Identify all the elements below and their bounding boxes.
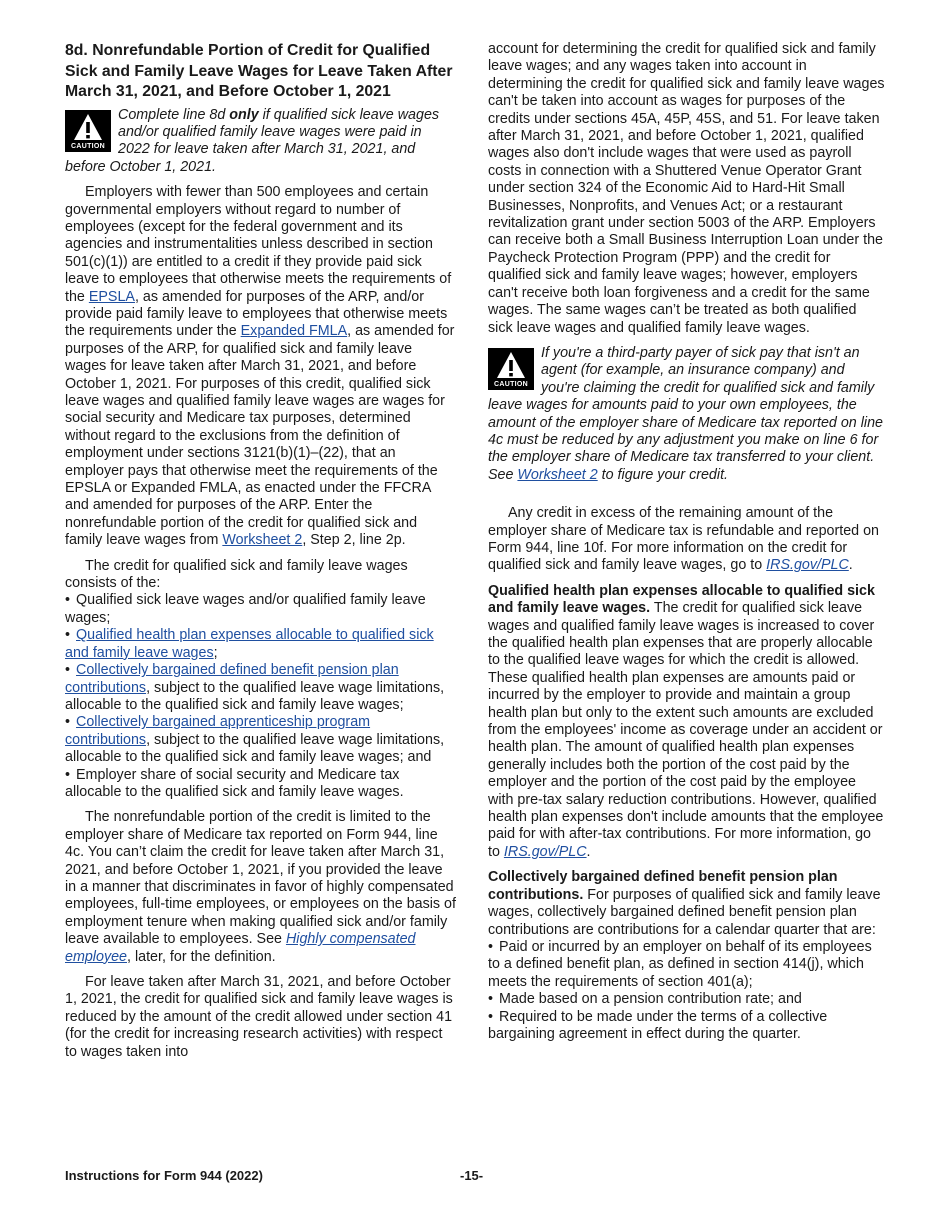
paragraph-refundable-credit: Any credit in excess of the remaining amount of the employer share of Medicare tax is refundable and reported on Form 944, line 10f. For more information on the credit for qualified sick and family leave wages, go to IRS.gov/PLC. [488,505,880,574]
caution-emphasis: only [229,106,259,123]
expanded-fmla-link[interactable]: Expanded FMLA [240,323,348,340]
caution-note-1 [65,107,457,177]
subheading-health-plan: Qualified health plan expenses allocable to qualified sick and family leave wages. [488,582,875,617]
list-item: • Paid or incurred by an employer on behalf of its employees to a defined benefit plan, as defined in section 414(j), which meets the requirements of section 401(a); [488,939,885,991]
caution-label: CAUTION [71,142,105,150]
subheading-pension: Collectively bargained defined benefit pension plan contributions. [488,869,838,903]
highly-compensated-employee-link[interactable]: Highly compensated employee [65,931,416,965]
worksheet-2-link[interactable]: Worksheet 2 [517,466,598,483]
apprenticeship-contributions-link[interactable]: Collectively bargained apprenticeship program contributions [65,714,371,748]
caution-label: CAUTION [494,380,528,388]
list-item: • Qualified sick leave wages and/or qualified family leave wages; [65,592,457,627]
caution-text: to figure your credit. [597,466,729,483]
caution-text: Complete line 8d [118,106,230,123]
caution-text: if qualified sick leave wages and/or qualified family leave wages were paid in 2022 for leave taken after March 31, 2021, and before October 1, 2021. [65,106,440,175]
list-item: • Required to be made under the terms of a collective bargaining agreement in effect during the quarter. [488,1009,885,1044]
paragraph-nonrefundable-limit: The nonrefundable portion of the credit is limited to the employer share of Medicare tax reported on Form 944, line 4c. You can’t claim the credit for leave taken after March 31, 2021, and before October 1, 2021, if you provided the leave in a manner that discriminates in favor of highly compensated employees, full-time employees, or employees on the basis of employment tenure when making qualified sick and/or family leave available to employees. See Highly compensated employee, later, for the definition. [65,809,456,965]
left-column [65,41,457,1069]
list-item: • Made based on a pension contribution rate; and [488,991,885,1008]
paragraph-health-plan-expenses: Qualified health plan expenses allocable to qualified sick and family leave wages. The credit for qualified sick leave wages and qualified family leave wages is increased to cover the qualified health plan expenses that are properly allocable to the qualified leave wages for which the credit is allowed. These qualified health plan expenses are amounts paid or incurred by the employer to provide and maintain a group health plan but only to the extent such amounts are excluded from the employees' income as coverage under an accident or health plan. The amount of qualified health plan expenses generally includes both the portion of the cost paid by the employer and the portion of the cost paid by the employee with pre-tax salary reduction contributions. However, qualified health plan expenses don't include amounts that the employee paid for with after-tax contributions. For more information, go to IRS.gov/PLC. [488,582,884,860]
paragraph-credit-consists: The credit for qualified sick and family leave wages consists of the: [65,557,408,592]
list-item: • Qualified health plan expenses allocable to qualified sick and family leave wages; [65,627,457,662]
caution-text: If you're a third-party payer of sick pay that isn't an agent (for example, an insurance company) and you're claiming the credit for qualified sick and family leave wages for amounts paid to your own employees, the amount of the employer share of Medicare tax reported on line 4c must be reduced by any adjustment you make on line 6 for the employer share of Medicare tax transferred to your client. See [488,344,883,483]
paragraph-wages-continued: account for determining the credit for qualified sick and family leave wages; and any wages taken into account in determining the credit for qualified sick and family leave wages can't be taken into account as wages for purposes of the credits under sections 45A, 45P, 45S, and 51. For leave taken after March 31, 2021, and before October 1, 2021, qualified wages also don't include wages that were used as payroll costs in connection with a Shuttered Venue Operator Grant under section 324 of the Economic Aid to Hard-Hit Small Businesses, Nonprofits, and Venues Act; or a restaurant revitalization grant under section 5003 of the ARP. Employers can receive both a Small Business Interruption Loan under the Paycheck Protection Program (PPP) and the credit for qualified sick and family leave wages; however, employers can't receive both loan forgiveness and a credit for the same wages. The same wages can’t be treated as both qualified sick leave wages and qualified family leave wages. [488,41,885,336]
paragraph-credit-reduction: For leave taken after March 31, 2021, and before October 1, 2021, the credit for qualified sick and family leave wages is reduced by the amount of the credit allowed under section 41 (for the credit for increasing research activities) with respect to wages taken into [65,974,453,1060]
footer-form-title: Instructions for Form 944 (2022) [65,1168,263,1183]
footer-page-number: -15- [460,1168,484,1183]
list-item: • Collectively bargained defined benefit pension plan contributions, subject to the qualified leave wage limitations, allocable to the qualified sick and family leave wages; [65,662,457,714]
paragraph-eligibility: Employers with fewer than 500 employees and certain governmental employers without regard to number of employees (except for the federal government and its agencies and instrumentalities unless described in section 501(c)(1)) are entitled to a credit if they provide paid sick leave to employees that otherwise meets the requirements of the EPSLA, as amended for purposes of the ARP, and/or provide paid family leave to employees that otherwise meets the requirements under the Expanded FMLA, as amended for purposes of the ARP, for qualified sick and family leave wages for leave taken after March 31, 2021, and before October 1, 2021. For purposes of this credit, qualified sick leave wages and qualified family leave wages are wages for social security and Medicare tax purposes, determined without regard to the exclusions from the definition of employment under sections 3121(b)(1)–(22), that an employer pays that otherwise meet the requirements of the EPSLA or Expanded FMLA, as enacted under the FFCRA and amended for purposes of the ARP. Enter the nonrefundable portion of the credit for qualified sick and family leave wages from Worksheet 2, Step 2, line 2p. [65,184,455,549]
epsla-link[interactable]: EPSLA [88,288,135,305]
worksheet-2-link[interactable]: Worksheet 2 [222,532,303,549]
pension-contributions-link[interactable]: Collectively bargained defined benefit pension plan contributions [65,662,399,696]
list-item: • Employer share of social security and Medicare tax allocable to the qualified sick and family leave wages. [65,767,457,802]
health-plan-expenses-link[interactable]: Qualified health plan expenses allocable to qualified sick and family leave wages [65,627,434,661]
list-item: • Collectively bargained apprenticeship program contributions, subject to the qualified leave wage limitations, allocable to the qualified sick and family leave wages; and [65,714,457,766]
right-column [488,41,885,1043]
paragraph-pension-contributions: Collectively bargained defined benefit pension plan contributions. For purposes of qualified sick and family leave wages, collectively bargained defined benefit pension plan contributions are contributions for a calendar quarter that are: [488,869,881,938]
caution-icon [65,110,111,152]
irs-plc-link[interactable]: IRS.gov/PLC [766,557,849,574]
section-heading-8d: 8d. Nonrefundable Portion of Credit for Qualified Sick and Family Leave Wages for Leave Taken After March 31, 2021, and Before October 1, 2021 [65,42,453,100]
irs-plc-link[interactable]: IRS.gov/PLC [503,843,587,860]
caution-icon [488,348,534,390]
caution-note-2 [488,345,885,484]
